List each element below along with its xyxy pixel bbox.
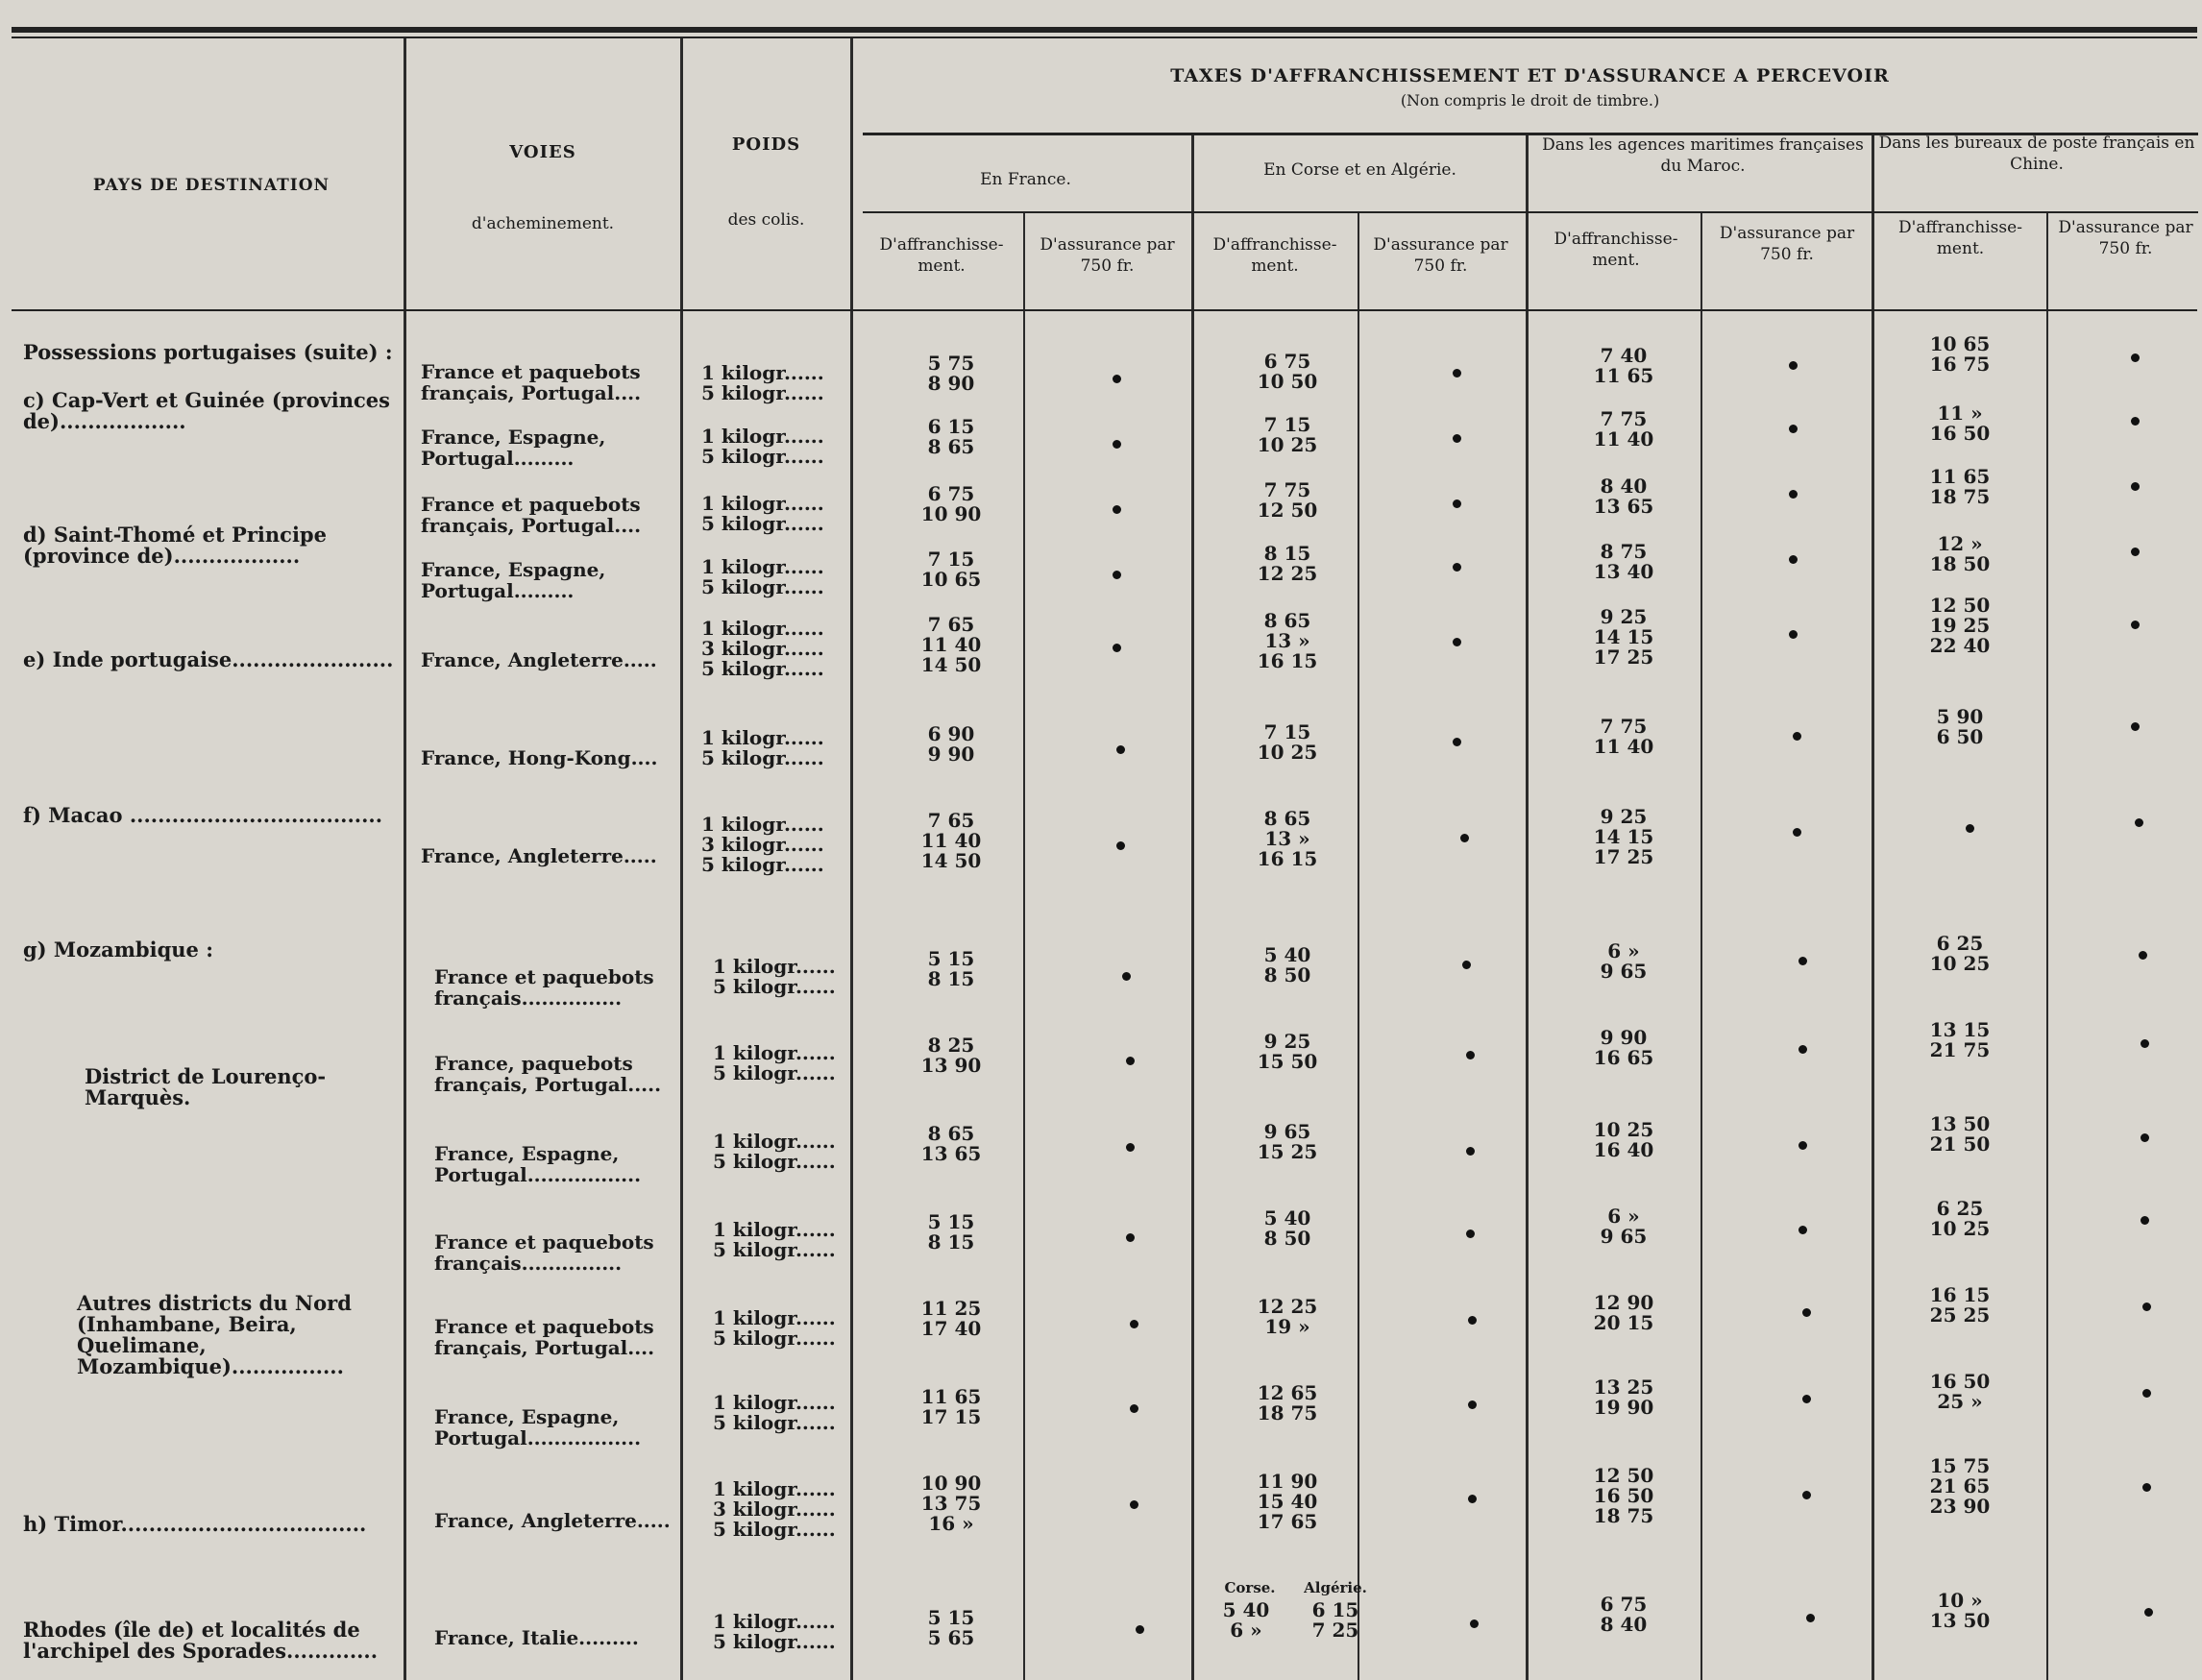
cell-chine-affr: 13 15 21 75 [1929,1018,1991,1061]
row-weights: 1 kilogr...... 5 kilogr...... [713,1610,836,1653]
cell-france-affr: 6 90 9 90 [927,722,975,766]
row-weights: 1 kilogr...... 5 kilogr...... [701,726,824,769]
cell-france-affr: 11 65 17 15 [920,1385,982,1428]
top-rule-thick [12,27,2197,33]
cell-chine-affr: 6 25 10 25 [1929,932,1991,975]
row-route: France, Espagne, Portugal................. [434,1405,642,1449]
cell-corse-affr: 9 25 15 50 [1257,1030,1318,1073]
cell-maroc-affr: 9 25 14 15 17 25 [1593,805,1654,868]
assur-dot [1798,1141,1807,1150]
assur-dot [2131,417,2140,426]
header-subtitle: (Non compris le droit de timbre.) [1400,91,1660,110]
assur-dot [1468,1495,1477,1503]
assur-dot [2131,621,2140,629]
cell-maroc-affr: 9 90 16 65 [1593,1026,1654,1069]
cell-chine-affr: 12 50 19 25 22 40 [1929,594,1991,657]
row-country: g) Mozambique : [23,937,213,962]
header-title: TAXES D'AFFRANCHISSEMENT ET D'ASSURANCE A PERCEVOIR [1170,65,1890,86]
assur-dot [1130,1320,1138,1328]
rhodes-corse-label: Corse. [1224,1579,1276,1596]
cell-chine-affr: 13 50 21 50 [1929,1112,1991,1156]
cell-france-affr: 7 65 11 40 14 50 [920,809,982,872]
sub-affr-france: D'affranchisse-ment. [879,235,1004,276]
cell-maroc-affr: 9 25 14 15 17 25 [1593,605,1654,669]
cell-maroc-affr: 7 40 11 65 [1593,344,1654,387]
col-sep-france [1191,134,1194,1680]
row-route: France et paquebots français, Portugal.... [421,493,642,537]
col-sep-ch-sub [2046,213,2048,1680]
sub-assur-corse: D'assurance par 750 fr. [1373,235,1508,276]
cell-maroc-affr: 12 50 16 50 18 75 [1593,1464,1654,1527]
cell-maroc-affr: 13 25 19 90 [1593,1376,1654,1419]
assur-dot [2131,722,2140,731]
group-france: En France. [980,170,1071,189]
assur-dot [1122,972,1131,981]
assur-dot [2142,1303,2151,1311]
cell-corse-affr: 8 15 12 25 [1257,542,1318,585]
cell-corse-affr: 12 65 18 75 [1257,1381,1318,1424]
rhodes-corse-values: 5 40 6 » [1222,1598,1270,1642]
assur-dot [2144,1608,2153,1617]
cell-chine-affr: 11 65 18 75 [1929,465,1991,508]
col-sep-maroc [1872,134,1874,1680]
row-route: France et paquebots français, Portugal.... [434,1315,655,1359]
assur-dot [2135,818,2143,827]
assur-dot [1468,1400,1477,1409]
cell-chine-affr: 16 50 25 » [1929,1370,1991,1413]
cell-corse-affr: 7 75 12 50 [1257,478,1318,522]
row-weights: 1 kilogr...... 3 kilogr...... 5 kilogr...... [701,813,824,876]
cell-corse-affr: 9 65 15 25 [1257,1120,1318,1163]
assur-dot [1113,644,1121,652]
assur-dot [1113,375,1121,383]
group-maroc: Dans les agences maritimes françaises du Maroc. [1542,135,1864,176]
assur-dot [2142,1389,2151,1398]
sub-affr-corse: D'affranchisse-ment. [1212,235,1337,276]
assur-dot [1130,1500,1138,1509]
rhodes-algerie-label: Algérie. [1304,1579,1367,1596]
assur-dot [1789,490,1798,499]
col-weight-subheader: des colis. [727,210,805,230]
row-country: e) Inde portugaise....................... [23,647,394,671]
assur-dot [1470,1619,1479,1628]
cell-maroc-affr: 10 25 16 40 [1593,1118,1654,1161]
row-weights: 1 kilogr...... 5 kilogr...... [701,555,824,598]
assur-dot [1789,555,1798,564]
assur-dot [1793,732,1801,741]
cell-france-affr: 7 65 11 40 14 50 [920,613,982,676]
sub-affr-maroc: D'affranchisse-ment. [1554,230,1678,270]
assur-dot [2141,1133,2149,1142]
row-weights: 1 kilogr...... 3 kilogr...... 5 kilogr...... [713,1477,836,1541]
cell-chine-affr: 15 75 21 65 23 90 [1929,1454,1991,1518]
assur-dot [1802,1491,1811,1499]
cell-corse-affr: 12 25 19 » [1257,1295,1318,1338]
cell-chine-affr: 16 15 25 25 [1929,1283,1991,1327]
assur-dot [2141,1039,2149,1048]
assur-dot [1789,425,1798,433]
cell-maroc-affr: 6 » 9 65 [1600,1205,1648,1248]
row-country: h) Timor................................... [23,1512,367,1536]
col-route-subheader: d'acheminement. [471,214,615,233]
cell-france-affr: 5 15 8 15 [927,1210,975,1254]
assur-dot [1462,961,1471,969]
cell-maroc-affr: 6 75 8 40 [1600,1593,1648,1636]
col-sep-fr-sub [1023,213,1025,1680]
assur-dot [1126,1233,1135,1242]
rhodes-algerie-values: 6 15 7 25 [1311,1598,1359,1642]
row-country: Autres districts du Nord (Inhambane, Beira, Quelimane, Mozambique)................ [77,1291,352,1378]
row-weights: 1 kilogr...... 5 kilogr...... [701,492,824,535]
row-route: France, paquebots français, Portugal..... [434,1052,662,1096]
cell-france-affr: 5 15 5 65 [927,1606,975,1649]
row-weights: 1 kilogr...... 5 kilogr...... [713,1130,836,1173]
col-sep-corse [1526,134,1529,1680]
assur-dot [2141,1216,2149,1225]
cell-maroc-affr: 8 40 13 65 [1593,475,1654,518]
cell-france-affr: 8 25 13 90 [920,1034,982,1077]
row-route: France et paquebots français............... [434,965,654,1010]
header-rule-groups [863,211,2198,213]
assur-dot [1116,745,1125,754]
row-route: France, Angleterre..... [434,1509,671,1532]
cell-chine-affr: 11 » 16 50 [1929,402,1991,445]
cell-france-affr: 5 75 8 90 [927,352,975,395]
assur-dot [1453,499,1461,508]
cell-maroc-affr: 7 75 11 40 [1593,715,1654,758]
row-weights: 1 kilogr...... 5 kilogr...... [701,425,824,468]
cell-corse-affr: 6 75 10 50 [1257,350,1318,393]
cell-maroc-affr: 6 » 9 65 [1600,939,1648,983]
cell-corse-affr: 7 15 10 25 [1257,720,1318,764]
cell-corse-affr: 5 40 8 50 [1263,1206,1311,1250]
assur-dot [2131,482,2140,491]
assur-dot [1453,638,1461,646]
cell-chine-affr: 12 » 18 50 [1929,532,1991,575]
assur-dot [1789,361,1798,370]
assur-dot [1460,834,1469,842]
sub-affr-chine: D'affranchisse-ment. [1898,218,2022,258]
col-weight-header: POIDS [731,134,801,155]
assur-dot [1789,630,1798,639]
row-weights: 1 kilogr...... 5 kilogr...... [713,1041,836,1084]
top-rule-thin [12,37,2197,38]
assur-dot [1136,1625,1144,1634]
assur-dot [2131,548,2140,556]
assur-dot [2142,1483,2151,1492]
row-route: France, Espagne, Portugal................. [434,1142,642,1186]
row-route: France, Hong-Kong.... [421,746,658,769]
cell-france-affr: 11 25 17 40 [920,1297,982,1340]
sub-assur-chine: D'assurance par 750 fr. [2058,218,2193,258]
row-weights: 1 kilogr...... 5 kilogr...... [713,1306,836,1350]
col-country-header: PAYS DE DESTINATION [92,176,330,195]
assur-dot [1453,369,1461,377]
cell-chine-affr: 10 65 16 75 [1929,332,1991,376]
sub-assur-maroc: D'assurance par 750 fr. [1719,224,1855,264]
row-route: France et paquebots français............... [434,1230,654,1275]
assur-dot [1126,1057,1135,1065]
assur-dot [1126,1143,1135,1152]
assur-dot [1966,824,1974,833]
cell-france-affr: 8 65 13 65 [920,1122,982,1165]
col-sep-country [404,38,406,1680]
group-corse: En Corse et en Algérie. [1263,160,1456,180]
cell-corse-affr: 5 40 8 50 [1263,943,1311,986]
row-country: Rhodes (île de) et localités de l'archipel des Sporades............. [23,1618,379,1663]
cell-corse-affr: 7 15 10 25 [1257,413,1318,456]
row-country: d) Saint-Thomé et Principe (province de).................. [23,523,327,568]
cell-corse-affr: 8 65 13 » 16 15 [1257,807,1318,870]
row-route: France, Angleterre..... [421,648,657,671]
row-route: France, Italie......... [434,1626,639,1649]
assur-dot [1798,1045,1807,1054]
assur-dot [2139,951,2147,960]
assur-dot [1466,1147,1475,1156]
assur-dot [1113,571,1121,579]
assur-dot [1798,1226,1807,1234]
cell-france-affr: 7 15 10 65 [920,548,982,591]
cell-corse-affr: 11 90 15 40 17 65 [1257,1470,1318,1533]
assur-dot [1453,563,1461,572]
row-weights: 1 kilogr...... 5 kilogr...... [713,955,836,998]
assur-dot [1116,841,1125,850]
assur-dot [1466,1230,1475,1238]
sub-assur-france: D'assurance par 750 fr. [1040,235,1175,276]
row-route: France et paquebots français, Portugal.... [421,360,642,404]
cell-france-affr: 6 75 10 90 [920,482,982,525]
assur-dot [1793,828,1801,837]
group-chine: Dans les bureaux de poste français en Chine. [1878,134,2195,174]
assur-dot [1802,1308,1811,1317]
assur-dot [1453,434,1461,443]
cell-chine-affr: 10 » 13 50 [1929,1589,1991,1632]
assur-dot [1113,440,1121,449]
col-sep-co-sub [1358,213,1359,1680]
row-country: c) Cap-Vert et Guinée (provinces de).................. [23,388,390,433]
row-country: Possessions portugaises (suite) : [23,340,393,364]
cell-chine-affr: 6 25 10 25 [1929,1197,1991,1240]
assur-dot [1130,1404,1138,1413]
row-route: France, Angleterre..... [421,844,657,867]
row-weights: 1 kilogr...... 3 kilogr...... 5 kilogr...... [701,617,824,680]
cell-france-affr: 6 15 8 65 [927,415,975,458]
cell-maroc-affr: 12 90 20 15 [1593,1291,1654,1334]
cell-corse-affr: 8 65 13 » 16 15 [1257,609,1318,672]
assur-dot [1806,1614,1815,1622]
row-weights: 1 kilogr...... 5 kilogr...... [701,361,824,404]
cell-france-affr: 5 15 8 15 [927,947,975,990]
row-country: f) Macao .................................... [23,803,383,827]
assur-dot [1113,505,1121,514]
assur-dot [1802,1395,1811,1403]
col-sep-ma-sub [1700,213,1702,1680]
cell-maroc-affr: 7 75 11 40 [1593,407,1654,450]
row-weights: 1 kilogr...... 5 kilogr...... [713,1391,836,1434]
col-route-header: VOIES [509,142,576,162]
row-route: France, Espagne, Portugal......... [421,558,606,602]
assur-dot [2131,353,2140,362]
assur-dot [1468,1316,1477,1325]
assur-dot [1453,738,1461,746]
cell-france-affr: 10 90 13 75 16 » [920,1472,982,1535]
row-weights: 1 kilogr...... 5 kilogr...... [713,1218,836,1261]
row-route: France, Espagne, Portugal......... [421,426,606,470]
header-rule-bottom [12,309,2197,311]
cell-chine-affr: 5 90 6 50 [1936,705,1984,748]
assur-dot [1798,957,1807,965]
row-country: District de Lourenço-Marquès. [85,1064,327,1109]
cell-maroc-affr: 8 75 13 40 [1593,540,1654,583]
assur-dot [1466,1051,1475,1059]
